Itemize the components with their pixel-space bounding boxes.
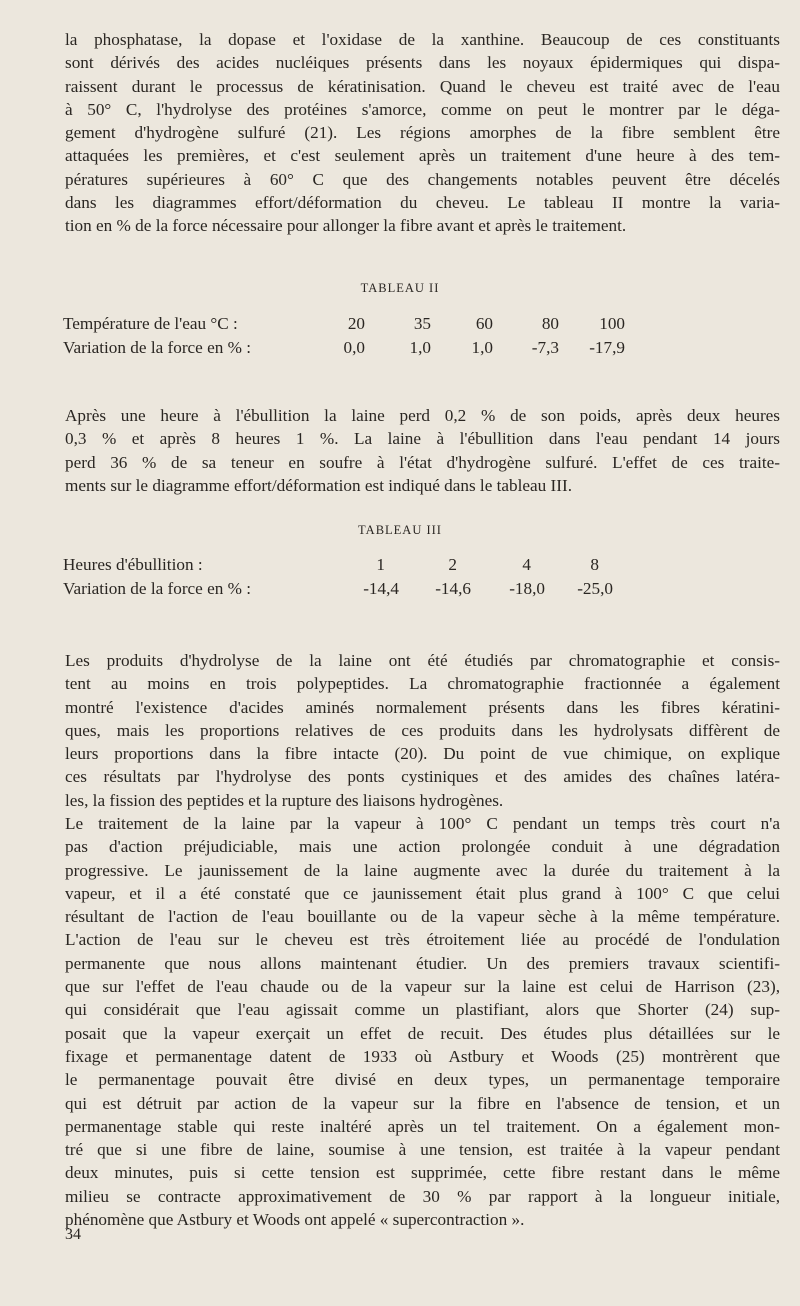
- table-cell: -7,3: [531, 338, 559, 357]
- text-line: Après une heure à l'ébullition la laine perd 0,2 % de son poids, après deux heures: [65, 406, 780, 425]
- table-cell: -17,9: [589, 338, 625, 357]
- text-line: que sur l'effet de l'eau chaude ou de la vapeur sur la laine est celui de Harrison (23),: [65, 977, 780, 997]
- table-cell: -14,6: [435, 579, 471, 598]
- text-line: résultant de l'action de l'eau bouillante ou de la vapeur sèche à la même température.: [65, 907, 780, 927]
- table-cell: 1: [376, 555, 385, 574]
- table-cell: -18,0: [509, 579, 545, 598]
- text-line: 0,3 % et après 8 heures 1 %. La laine à l'ébullition dans l'eau pendant 14 jours: [65, 429, 780, 449]
- text-line: la phosphatase, la dopase et l'oxidase de la xanthine. Beaucoup de ces constituants: [65, 30, 780, 49]
- table-row: [63, 577, 613, 601]
- table-row-label: Température de l'eau °C :: [63, 314, 238, 333]
- table-cell: -14,4: [363, 579, 399, 598]
- page-number: 34: [65, 1226, 81, 1243]
- table-cell: 8: [590, 555, 599, 574]
- text-line: gement d'hydrogène sulfuré (21). Les régions amorphes de la fibre semblent être: [65, 123, 780, 143]
- table-cell: 0,0: [343, 338, 365, 357]
- paragraph-2: [65, 404, 780, 497]
- table-cell: 1,0: [409, 338, 431, 357]
- text-line: tent au moins en trois polypeptides. La chromatographie fractionnée a également: [65, 674, 780, 694]
- text-line: les, la fission des peptides et la rupture des liaisons hydrogènes.: [65, 790, 504, 810]
- text-line: Le traitement de la laine par la vapeur à 100° C pendant un temps très court n'a: [65, 814, 780, 833]
- table-cell: 2: [448, 555, 457, 574]
- table-cell: -25,0: [577, 579, 613, 598]
- text-line: à 50° C, l'hydrolyse des protéines s'amorce, comme on peut le montrer par le déga-: [65, 99, 780, 119]
- text-line: le permanentage pouvait être divisé en deux types, un permanentage temporaire: [65, 1070, 780, 1090]
- text-line: pas d'action préjudiciable, mais une action prolongée conduit à une dégradation: [65, 837, 780, 857]
- text-line: fixage et permanentage datent de 1933 où Astbury et Woods (25) montrèrent que: [65, 1046, 780, 1066]
- table-row-label: Heures d'ébullition :: [63, 555, 203, 574]
- table-row-label: Variation de la force en % :: [63, 579, 252, 598]
- text-line: attaquées les premières, et c'est seulement après un traitement d'une heure à des tem-: [65, 146, 780, 166]
- text-line: perd 36 % de sa teneur en soufre à l'état d'hydrogène sulfuré. L'effet de ces traite-: [65, 452, 780, 472]
- text-line: deux minutes, puis si cette tension est supprimée, cette fibre restant dans le même: [65, 1163, 780, 1183]
- text-line: qui est détruit par action de la vapeur sur la fibre en l'absence de tension, et un: [65, 1093, 780, 1113]
- text-line: montré l'existence d'acides aminés normalement présents dans les fibres kératini-: [65, 697, 780, 717]
- text-line: ments sur le diagramme effort/déformation est indiqué dans le tableau III.: [65, 475, 573, 495]
- text-line: ques, mais les proportions relatives de ces produits dans les hydrolysats diffèrent de: [65, 720, 780, 740]
- text-line: permanentage stable qui reste inaltéré après un tel traitement. On a également mon-: [65, 1116, 780, 1136]
- text-line: permanente que nous allons maintenant étudier. Un des premiers travaux scientifi-: [65, 953, 780, 973]
- text-line: leurs proportions dans la fibre intacte (20). Du point de vue chimique, on explique: [65, 744, 780, 764]
- table-cell: 20: [347, 314, 365, 333]
- text-line: tré que si une fibre de laine, soumise à une tension, est traitée à la vapeur pendant: [65, 1140, 780, 1160]
- text-line: L'action de l'eau sur le cheveu est très étroitement liée au procédé de l'ondulation: [65, 930, 780, 950]
- text-line: ces résultats par l'hydrolyse des ponts cystiniques et des amides des chaînes latéra-: [65, 767, 780, 787]
- table-row-label: Variation de la force en % :: [63, 338, 252, 357]
- table-row: [63, 312, 625, 336]
- table-2: [63, 312, 625, 360]
- paragraph-1: [65, 28, 780, 238]
- text-line: posait que la vapeur exerçait un effet de recuit. Des études plus détaillées sur le: [65, 1023, 780, 1043]
- table-cell: 35: [413, 314, 431, 333]
- text-line: progressive. Le jaunissement de la laine augmente avec la durée du traitement à la: [65, 860, 780, 880]
- text-line: sont dérivés des acides nucléiques présents dans les noyaux épidermiques qui dispa-: [65, 53, 780, 73]
- table-row: [63, 553, 613, 577]
- text-line: tion en % de la force nécessaire pour allonger la fibre avant et après le traitement.: [65, 216, 627, 236]
- text-line: raissent durant le processus de kératinisation. Quand le cheveu est traité avec de l'eau: [65, 76, 780, 96]
- table-3: [63, 553, 613, 601]
- paragraph-3: [65, 649, 780, 812]
- text-line: vapeur, et il a été constaté que ce jaunissement était plus grand à 100° C que celui: [65, 883, 780, 903]
- table-row: [63, 336, 625, 360]
- text-line: milieu se contracte approximativement de 30 % par rapport à la longueur initiale,: [65, 1186, 780, 1206]
- text-line: pératures supérieures à 60° C que des changements notables peuvent être décelés: [65, 169, 780, 189]
- table-3-caption: TABLEAU III: [358, 523, 442, 537]
- table-cell: 60: [475, 314, 493, 333]
- table-cell: 4: [522, 555, 531, 574]
- text-line: Les produits d'hydrolyse de la laine ont été étudiés par chromatographie et consis-: [65, 651, 780, 670]
- table-cell: 80: [541, 314, 559, 333]
- table-cell: 1,0: [471, 338, 493, 357]
- table-2-caption: TABLEAU II: [360, 281, 440, 295]
- text-line: qui considérait que l'eau agissait comme un plastifiant, alors que Shorter (24) sup-: [65, 1000, 780, 1020]
- table-cell: 100: [599, 314, 625, 333]
- text-line: phénomène que Astbury et Woods ont appelé « supercontraction ».: [65, 1210, 525, 1230]
- text-line: dans les diagrammes effort/déformation du cheveu. Le tableau II montre la varia-: [65, 193, 780, 213]
- paragraph-4: [65, 812, 780, 1231]
